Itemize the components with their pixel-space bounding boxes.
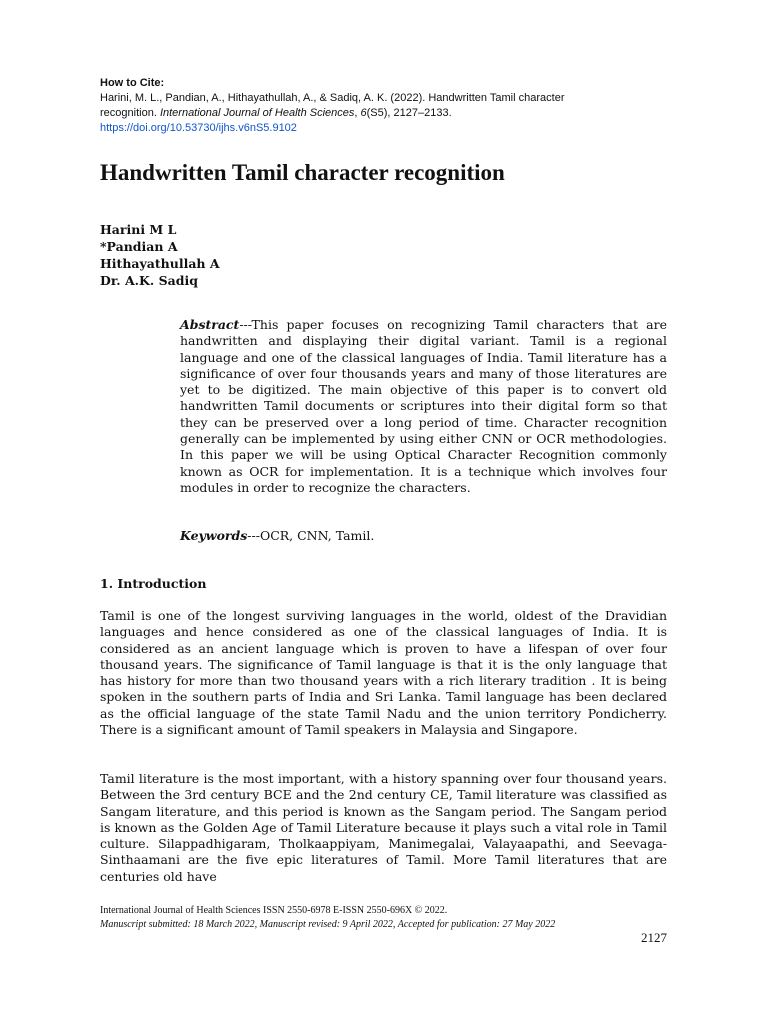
- author-name: Dr. A.K. Sadiq: [100, 273, 198, 288]
- citation-journal: International Journal of Health Sciences: [159, 107, 355, 119]
- keywords-label: Keywords: [180, 528, 248, 543]
- abstract-text: ---This paper focuses on recognizing Tamil characters that are handwritten and displaying their digital variant. Tamil is a regional language and one of the classical languages of India. Tamil literature has a significance of over four thousands years and many of those literatures are yet to be digitized. The main objective of this paper is to convert old handwritten Tamil documents or scriptures into their digital form so that they can be preserved over a long period of time. Character recognition generally can be implemented by using either CNN or OCR methodologies. In this paper we will be using Optical Character Recognition commonly known as OCR for implementation. It is a technique which involves four modules in order to recognize the characters.: [180, 317, 667, 495]
- author-name: *Pandian A: [100, 239, 178, 254]
- citation-block: [100, 76, 670, 136]
- citation-line-1: Harini, M. L., Pandian, A., Hithayathullah, A., & Sadiq, A. K. (2022). Handwritten Tamil character: [100, 92, 565, 104]
- keywords-text: ---OCR, CNN, Tamil.: [247, 528, 375, 543]
- citation-issue-pages: (S5), 2127–2133.: [366, 107, 452, 119]
- author-list: [100, 221, 220, 289]
- footer: [100, 904, 555, 932]
- author-name: Hithayathullah A: [100, 256, 220, 271]
- paragraph: Tamil is one of the longest surviving languages in the world, oldest of the Dravidian languages and hence considered as one of the classical languages of India. It is considered as an ancient language which is proven to have a lifespan of over four thousand years. The significance of Tamil language is that it is the only language that has history for more than two thousand years with a rich literary tradition . It is being spoken in the southern parts of India and Sri Lanka. Tamil language has been declared as the official language of the state Tamil Nadu and the union territory Pondicherry. There is a significant amount of Tamil speakers in Malaysia and Singapore.: [100, 608, 667, 738]
- abstract: [180, 317, 667, 496]
- citation-volume: 6: [360, 107, 367, 119]
- paper-title: Handwritten Tamil character recognition: [100, 160, 505, 185]
- footer-submission-line: Manuscript submitted: 18 March 2022, Manuscript revised: 9 April 2022, Accepted for publication: 27 May 2022: [100, 919, 556, 930]
- doi-link[interactable]: https://doi.org/10.53730/ijhs.v6nS5.9102: [100, 122, 297, 134]
- section-heading: 1. Introduction: [100, 576, 207, 591]
- author-name: Harini M L: [100, 222, 177, 237]
- paragraph: Tamil literature is the most important, with a history spanning over four thousand years. Between the 3rd century BCE and the 2nd century CE, Tamil literature was classified as Sangam literature, and this period is known as the Sangam period. The Sangam period is known as the Golden Age of Tamil Literature because it plays such a vital role in Tamil culture. Silappadhigaram, Tholkaappiyam, Manimegalai, Valayaapathi, and Seevaga-Sinthaamani are the five epic literatures of Tamil. More Tamil literatures that are centuries old have: [100, 771, 667, 884]
- keywords: [180, 528, 374, 543]
- citation-heading: How to Cite:: [100, 77, 165, 89]
- footer-journal-line: International Journal of Health Sciences ISSN 2550-6978 E-ISSN 2550-696X © 2022.: [100, 905, 448, 916]
- citation-line-2: [100, 106, 670, 121]
- abstract-label: Abstract: [180, 317, 240, 332]
- page-number: 2127: [641, 930, 667, 945]
- citation-volume-sep: ,: [354, 107, 361, 119]
- citation-recognition: recognition.: [100, 107, 160, 119]
